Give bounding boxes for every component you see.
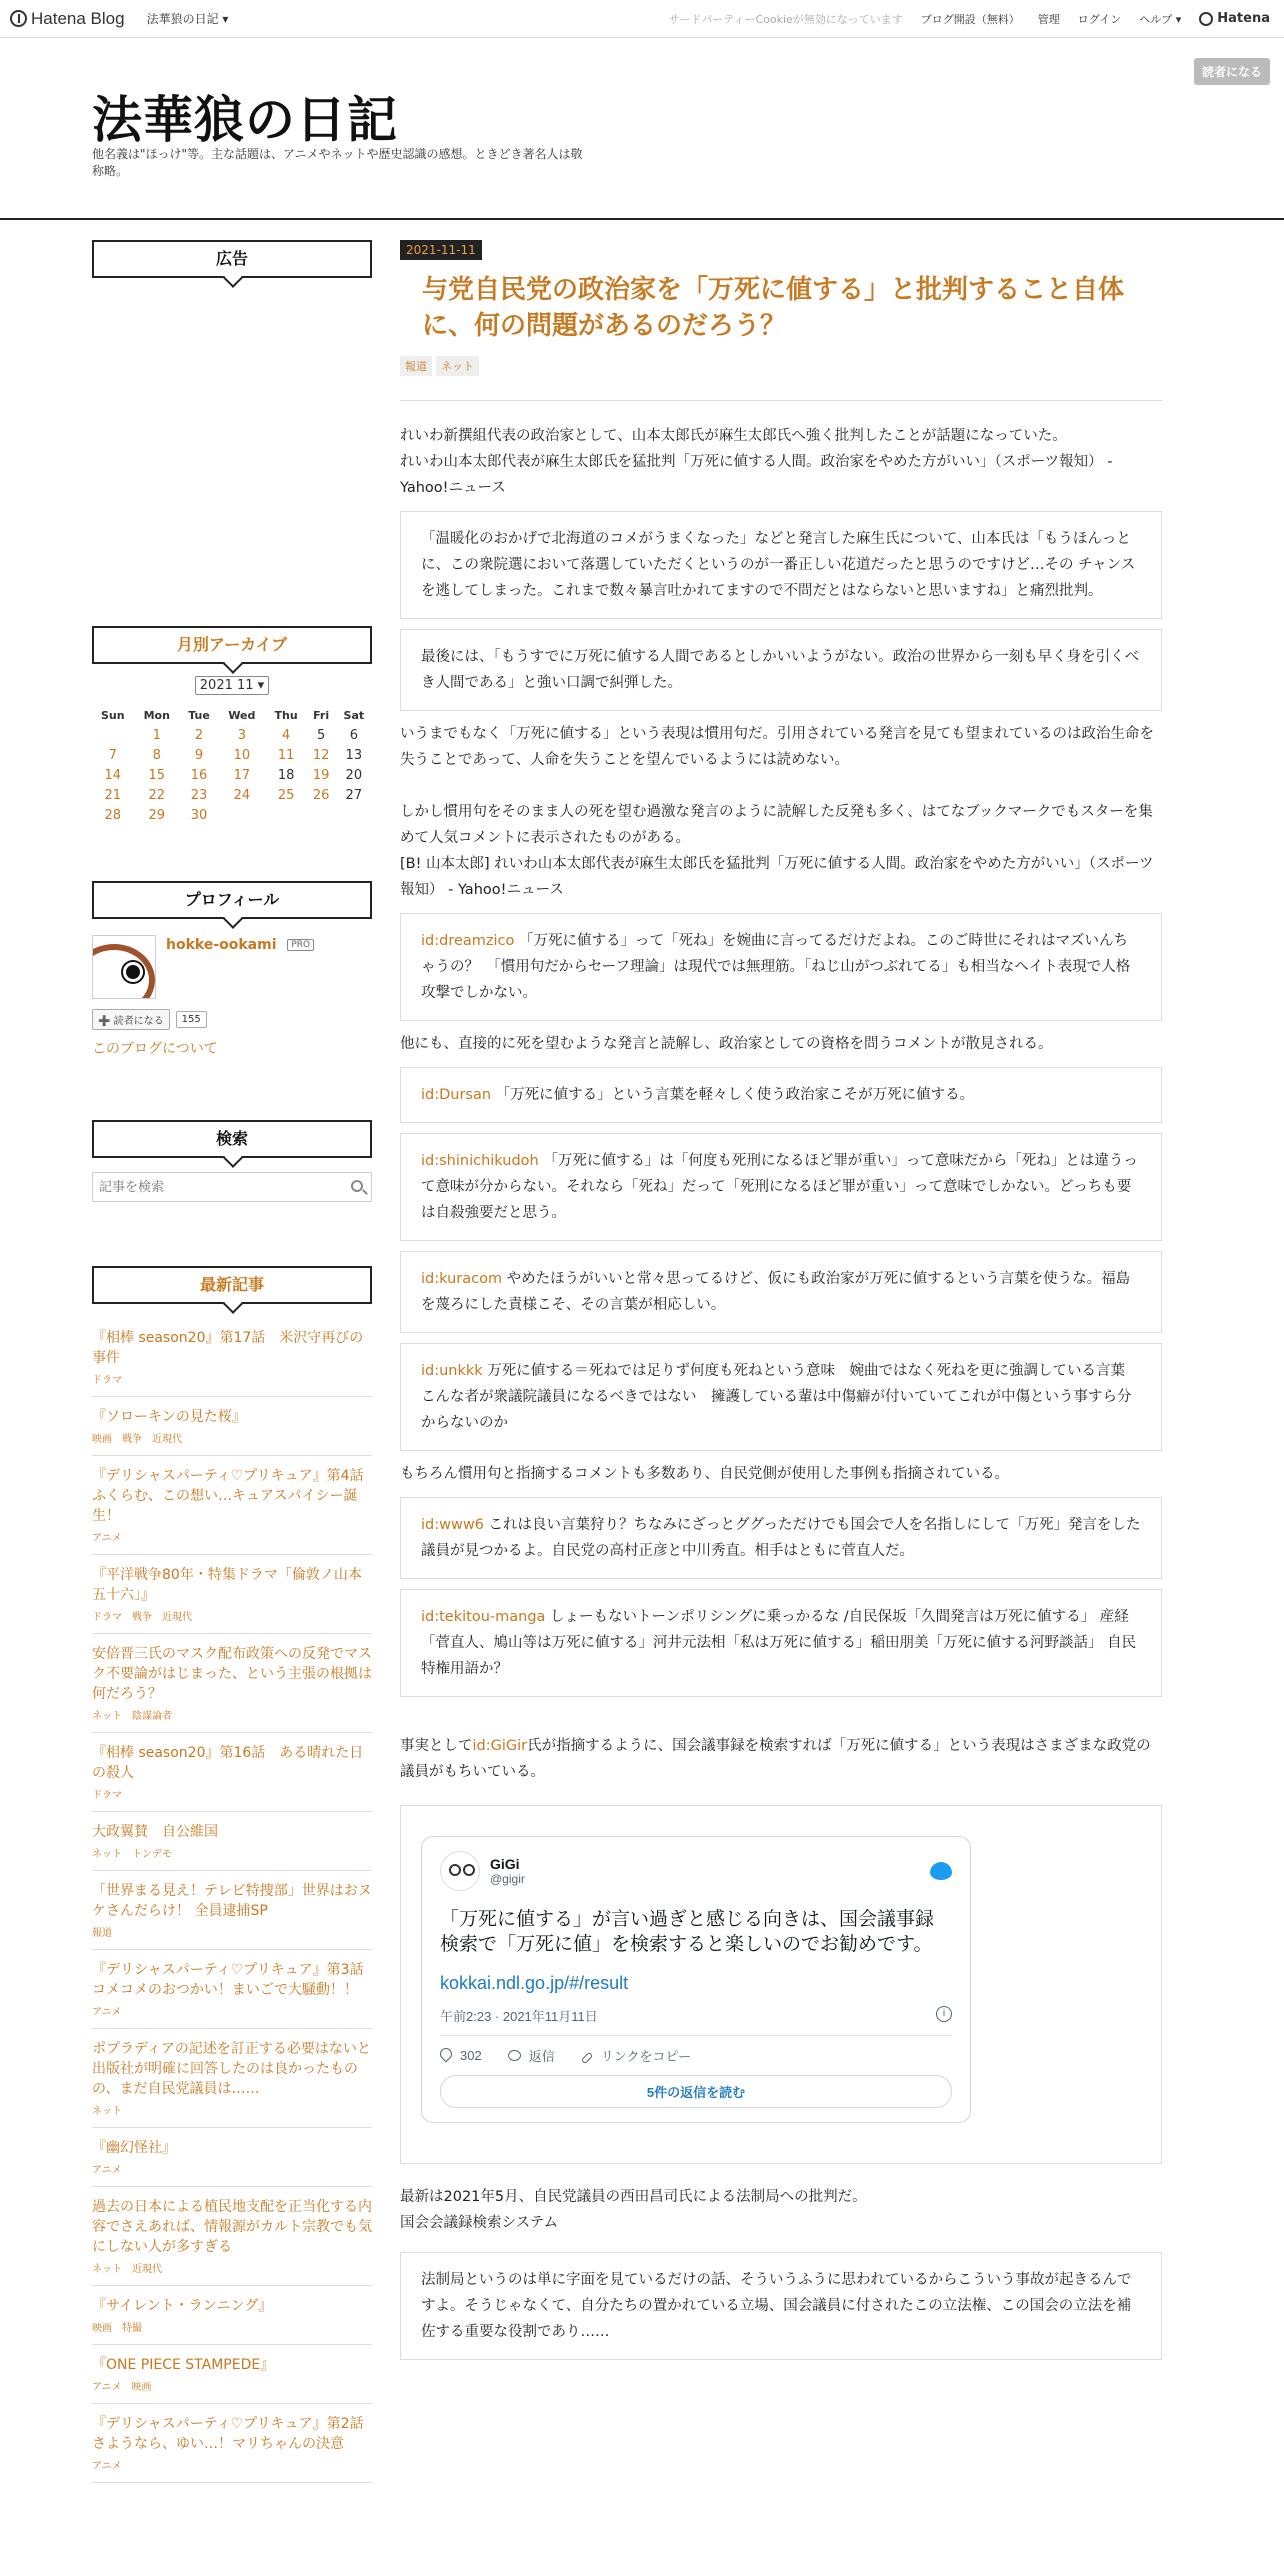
tweet-author-handle[interactable]: @gigir xyxy=(490,1872,525,1886)
recent-entry[interactable] xyxy=(92,2345,372,2404)
recent-entry-categories[interactable]: アニメ xyxy=(92,2165,122,2176)
subscribe-button[interactable]: 読者になる xyxy=(1194,58,1270,85)
recent-module-title[interactable]: 最新記事 xyxy=(92,1266,372,1304)
hatena-logo-icon xyxy=(1199,12,1213,26)
bookmark-comment: id:dreamzico 「万死に値する」って「死ね」を婉曲に言ってるだけだよね。このご時世にそれはマズいんちゃうの？ 「慣用句だからセーフ理論」は現代では無理筋。「ねじ山がつぶれてる」も相当なヘイト表現で人格攻撃でしかない。 xyxy=(400,913,1162,1021)
recent-entry-categories[interactable]: 報道 xyxy=(92,1928,112,1939)
profile-module-title: プロフィール xyxy=(92,881,372,919)
blog-menu-dropdown[interactable]: 法華狼の日記 ▾ xyxy=(146,12,229,26)
paragraph: 最新は2021年5月、自民党議員の西田昌司氏による法制局への批判だ。 xyxy=(400,2189,867,2205)
archive-select-value[interactable]: 2021 11 ▾ xyxy=(195,676,269,695)
recent-entry-categories[interactable]: 映画 戦争 近現代 xyxy=(92,1434,182,1445)
info-icon[interactable]: i xyxy=(936,2006,952,2022)
comment-user-link[interactable]: id:dreamzico xyxy=(421,933,515,949)
calendar-day[interactable]: 26 xyxy=(312,787,330,803)
paragraph: いうまでもなく「万死に値する」という表現は慣用句だ。引用されている発言を見ても望まれているのは政治生命を失うことであって、人命を失うことを望んでいるようには読めない。 xyxy=(400,726,1154,768)
comment-user-link[interactable]: id:tekitou-manga xyxy=(421,1609,546,1625)
bookmark-comment: id:kuracom やめたほうがいいと常々思ってるけど、仮にも政治家が万死に値するという言葉を使うな。福島を蔑ろにした責様こそ、その言葉が相応しい。 xyxy=(400,1251,1162,1333)
ad-module-title: 広告 xyxy=(92,240,372,278)
calendar-day[interactable]: 1 xyxy=(152,727,161,743)
recent-entry[interactable] xyxy=(92,2187,372,2286)
calendar-day[interactable]: 30 xyxy=(190,807,208,823)
calendar-day xyxy=(218,805,266,825)
blockquote: 最後には、「もうすでに万死に値する人間であるとしかいいようがない。政治の世界から一刻も早く身を引くべき人間である」と強い口調で糾弾した。 xyxy=(400,629,1162,711)
calendar-day: 5 xyxy=(316,727,326,743)
entry-date[interactable]: 2021-11-11 xyxy=(400,240,482,260)
recent-entry-title[interactable]: 『相棒 season20』第16話 ある晴れた日の殺人 xyxy=(92,1745,364,1781)
recent-entry-categories[interactable]: ドラマ xyxy=(92,1790,122,1801)
calendar-day[interactable]: 9 xyxy=(194,747,204,763)
recent-entry[interactable] xyxy=(92,2128,372,2187)
recent-entry-categories[interactable]: アニメ xyxy=(92,2007,122,2018)
calendar-day[interactable]: 4 xyxy=(281,727,291,743)
blog-description: 他名義は"ほっけ"等。主な話題は、アニメやネットや歴史認識の感想。ときどき著名人は敬称略。 xyxy=(92,147,583,178)
sidebar xyxy=(92,240,378,2483)
recent-entry-categories[interactable]: アニメ 映画 xyxy=(92,2382,152,2393)
recent-entry[interactable] xyxy=(92,2029,372,2128)
calendar-day[interactable]: 19 xyxy=(312,767,330,783)
calendar-day xyxy=(92,725,134,745)
recent-entry[interactable] xyxy=(92,2286,372,2345)
calendar-day: 18 xyxy=(277,767,295,783)
recent-entry[interactable] xyxy=(92,2404,378,2483)
calendar-day[interactable]: 29 xyxy=(148,807,166,823)
recent-entry-title[interactable]: 『ONE PIECE STAMPEDE』 xyxy=(92,2357,275,2373)
profile-name[interactable]: hokke-ookami xyxy=(166,937,277,953)
hatena-blog-logo-icon xyxy=(10,10,27,27)
calendar-day xyxy=(336,805,372,825)
like-button[interactable]: 302 xyxy=(440,2048,482,2063)
recent-entry-title[interactable]: 大政翼賛 自公維国 xyxy=(92,1824,218,1840)
calendar-day[interactable]: 2 xyxy=(194,727,204,743)
calendar-day[interactable]: 21 xyxy=(104,787,122,803)
reply-icon xyxy=(508,2050,521,2061)
calendar-day: 27 xyxy=(345,787,363,803)
bookmark-link[interactable]: [B! 山本太郎] れいわ山本太郎代表が麻生太郎氏を猛批判「万死に値する人間。政治家をやめた方がいい」（スポーツ報知） - Yahoo!ニュース xyxy=(400,856,1154,898)
recent-entry-title[interactable]: 『サイレント・ランニング』 xyxy=(92,2298,273,2314)
entry-category-tag[interactable]: ネット xyxy=(436,356,479,376)
search-input[interactable] xyxy=(93,1173,333,1201)
user-link[interactable]: id:GiGir xyxy=(472,1738,528,1754)
profile-subscribe-row xyxy=(92,1009,372,1030)
news-link[interactable]: れいわ山本太郎代表が麻生太郎氏を猛批判「万死に値する人間。政治家をやめた方がいい」（スポーツ報知） - Yahoo!ニュース xyxy=(400,454,1113,496)
help-menu[interactable]: ヘルプ ▾ xyxy=(1139,12,1182,26)
calendar-day xyxy=(266,805,307,825)
calendar-day[interactable]: 24 xyxy=(233,787,251,803)
tweet-timestamp[interactable]: 午前2:23 · 2021年11月11日 xyxy=(440,2009,598,2024)
search-module-title: 検索 xyxy=(92,1120,372,1158)
search-icon[interactable] xyxy=(351,1180,363,1192)
recent-entry-title[interactable]: ポプラディアの記述を訂正する必要はないと出版社が明確に回答したのは良かったものの、まだ自民党議員は…… xyxy=(92,2041,371,2097)
cookie-notice[interactable]: サードパーティーCookieが無効になっています xyxy=(668,12,903,26)
calendar-day[interactable]: 25 xyxy=(277,787,295,803)
calendar-day[interactable]: 15 xyxy=(148,767,166,783)
link-icon xyxy=(580,2052,593,2065)
calendar-day[interactable]: 7 xyxy=(108,747,117,763)
recent-entry[interactable] xyxy=(92,1733,372,1812)
recent-entry-title[interactable]: 『デリシャスパーティ♡プリキュア』第2話 さようなら、ゆい…！マリちゃんの決意 xyxy=(92,2416,378,2452)
calendar-weekday: Sat xyxy=(343,708,365,722)
recent-entry[interactable] xyxy=(92,1634,372,1733)
heart-icon xyxy=(438,2046,455,2063)
recent-entry-title[interactable]: 『幽幻怪社』 xyxy=(92,2140,176,2156)
recent-entry-categories[interactable]: アニメ xyxy=(92,2461,122,2472)
recent-entry-title[interactable]: 『ソローキンの見た桜』 xyxy=(92,1409,246,1425)
entry-title[interactable]: 与党自民党の政治家を「万死に値する」と批判すること自体に、何の問題があるのだろう？ xyxy=(422,275,1125,341)
embedded-tweet[interactable] xyxy=(421,1836,971,2123)
calendar-day: 20 xyxy=(345,767,363,783)
recent-entry[interactable] xyxy=(92,1397,372,1456)
recent-entry-title[interactable]: 『デリシャスパーティ♡プリキュア』第4話 ふくらむ、この想い…キュアスパイシー誕生！ xyxy=(92,1468,378,1524)
entry xyxy=(400,240,1162,2370)
blockquote: 「温暖化のおかげで北海道のコメがうまくなった」などと発言した麻生氏について、山本氏は「もうほんっとに、この衆院選において落選していただくというのが一番正しい花道だったと思うのですけど…その チャンスを逃してしまった。これまで数々暴言吐かれてますので不問だとはならないと思いますね」と痛烈批判。 xyxy=(400,511,1162,619)
login-link[interactable]: ログイン xyxy=(1077,12,1122,26)
blog-header xyxy=(0,38,1284,220)
tweet-avatar[interactable] xyxy=(440,1851,480,1891)
recent-entry-categories[interactable]: ネット xyxy=(92,2106,122,2117)
recent-entry-categories[interactable]: ドラマ 戦争 近現代 xyxy=(92,1612,192,1623)
calendar-weekday: Fri xyxy=(313,708,330,722)
calendar-day: 6 xyxy=(349,727,358,743)
topbar-right xyxy=(669,11,1270,27)
recent-entry-categories[interactable]: ネット トンデモ xyxy=(92,1849,172,1860)
calendar-day: 13 xyxy=(345,747,363,763)
tweet-text: 「万死に値する」が言い過ぎと感じる向きは、国会議事録検索で「万死に値」を検索すると楽しいのでお勧めです。 xyxy=(440,1909,935,1955)
hatena-logo[interactable]: Hatena xyxy=(1199,11,1270,26)
pro-badge: PRO xyxy=(287,939,314,951)
twitter-bird-icon[interactable] xyxy=(930,1862,952,1880)
open-blog-link[interactable]: ブログ開設（無料） xyxy=(920,12,1020,26)
comment-user-link[interactable]: id:www6 xyxy=(421,1517,484,1533)
read-replies-button[interactable]: 5件の返信を読む xyxy=(440,2075,952,2108)
calendar-day[interactable]: 17 xyxy=(233,767,251,783)
paragraph: れいわ新撰組代表の政治家として、山本太郎氏が麻生太郎氏へ強く批判したことが話題になっていた。 xyxy=(400,428,1067,444)
search-box xyxy=(92,1172,372,1202)
recent-entry-categories[interactable]: ネット 近現代 xyxy=(92,2264,162,2275)
calendar-weekday: Tue xyxy=(188,708,210,722)
bookmark-comment: id:Dursan 「万死に値する」という言葉を軽々しく使う政治家こそが万死に値する。 xyxy=(400,1067,1162,1123)
embedded-tweet-container xyxy=(400,1805,1162,2164)
recent-entry[interactable] xyxy=(92,1871,372,1950)
tweet-header xyxy=(440,1851,952,1891)
recent-entry-title[interactable]: 『平洋戦争80年・特集ドラマ「倫敦ノ山本五十六」』 xyxy=(92,1567,362,1603)
blockquote: 法制局というのは単に字面を見ているだけの話、そういうふうに思われているからこういう事故が起きるんですよ。そうじゃなくて、自分たちの置かれている立場、国会議員に付されたこの立法権、この国会の立法を補佐する重要な役割であり…… xyxy=(400,2252,1162,2360)
recent-entry[interactable] xyxy=(92,1555,372,1634)
recent-entry[interactable] xyxy=(92,1318,372,1397)
comment-user-link[interactable]: id:unkkk xyxy=(421,1363,483,1379)
calendar-day[interactable]: 22 xyxy=(148,787,166,803)
recent-entry-title[interactable]: 『デリシャスパーティ♡プリキュア』第3話 コメコメのおつかい！まいごで大騒動！！ xyxy=(92,1962,378,1998)
hatena-blog-logo[interactable]: Hatena Blog xyxy=(10,9,125,29)
calendar-day[interactable]: 23 xyxy=(190,787,208,803)
blog-title[interactable]: 法華狼の日記 xyxy=(92,90,398,149)
recent-entry-categories[interactable]: ネット 陰謀論者 xyxy=(92,1711,172,1722)
tweet-author-name[interactable]: GiGi xyxy=(490,1856,520,1872)
calendar-day[interactable]: 11 xyxy=(277,747,295,763)
paragraph: 他にも、直接的に死を望むような発言と読解し、政治家としての資格を問うコメントが散見される。 xyxy=(400,1036,1053,1052)
calendar-day[interactable]: 8 xyxy=(152,747,161,763)
tweet-timestamp-row xyxy=(440,2006,952,2036)
calendar-day[interactable]: 10 xyxy=(233,747,251,763)
archive-calendar xyxy=(92,705,372,825)
ad-space xyxy=(92,278,372,626)
calendar-day xyxy=(307,805,336,825)
hatena-topbar xyxy=(0,0,1284,38)
calendar-day[interactable]: 28 xyxy=(104,807,122,823)
calendar-weekday: Sun xyxy=(100,708,125,722)
paragraph: 事実としてid:GiGir氏が指摘するように、国会議事録を検索すれば「万死に値する」という表現はさまざまな政党の議員がもちいている。 xyxy=(400,1738,1151,1780)
bookmark-comment: id:unkkk 万死に値する＝死ねでは足りず何度も死ねという意味 婉曲ではなく死ねを更に強調している言葉 こんな者が衆議院議員になるべきではない 擁護している輩は中傷癖が付いていてこれが中傷という事すら分からないのか xyxy=(400,1343,1162,1451)
tweet-actions xyxy=(440,2046,952,2065)
recent-entry-title[interactable]: 「世界まる見え！テレビ特捜部」世界はおヌケさんだらけ！ 全員逮捕SP xyxy=(92,1883,372,1919)
recent-entry-categories[interactable]: 映画 特撮 xyxy=(92,2323,142,2334)
kokkai-search-link[interactable]: 国会会議録検索システム xyxy=(400,2215,559,2231)
recent-entry[interactable] xyxy=(92,1812,372,1871)
subscriber-count[interactable]: 155 xyxy=(176,1011,207,1028)
profile xyxy=(92,935,372,999)
archive-module-title[interactable]: 月別アーカイブ xyxy=(92,626,372,664)
reply-button[interactable]: 返信 xyxy=(508,2046,555,2065)
recent-entry[interactable] xyxy=(92,1456,378,1555)
recent-entry-categories[interactable]: ドラマ xyxy=(92,1375,122,1386)
recent-entry-title[interactable]: 過去の日本による植民地支配を正当化する内容でさえあれば、情報源がカルト宗教でも気にしない人が多すぎる xyxy=(92,2199,372,2255)
comment-user-link[interactable]: id:kuracom xyxy=(421,1271,503,1287)
paragraph: しかし慣用句をそのまま人の死を望む過激な発言のように読解した反発も多く、はてなブックマークでもスターを集めて人気コメントに表示されたものがある。 xyxy=(400,804,1153,846)
recent-entry-title[interactable]: 『相棒 season20』第17話 米沢守再びの事件 xyxy=(92,1330,364,1366)
admin-link[interactable]: 管理 xyxy=(1037,12,1060,26)
profile-avatar[interactable] xyxy=(92,935,156,999)
archive-select[interactable] xyxy=(92,678,372,693)
entry-category-tag[interactable]: 報道 xyxy=(400,356,432,376)
recent-entry-categories[interactable]: アニメ xyxy=(92,1533,122,1544)
copy-link-button[interactable]: リンクをコピー xyxy=(581,2046,691,2065)
calendar-weekday: Wed xyxy=(228,708,256,722)
bookmark-comment: id:shinichikudoh 「万死に値する」は「何度も死刑になるほど罪が重い」って意味だから「死ね」とは違うって意味が分からない。それなら「死ね」だって「死刑になるほど罪が重い」って意味でしかない。どっちも要は自殺強要だと思う。 xyxy=(400,1133,1162,1241)
bookmark-comment: id:www6 これは良い言葉狩り？ちなみにざっとググっただけでも国会で人を名指しにして「万死」発言をした議員が見つかるよ。自民党の高村正彦と中川秀直。相手はともに菅直人だ。 xyxy=(400,1497,1162,1579)
recent-entry-title[interactable]: 安倍晋三氏のマスク配布政策への反発でマスク不要論がはじまった、という主張の根拠は何だろう？ xyxy=(92,1646,372,1702)
tweet-link[interactable]: kokkai.ndl.go.jp/#/result xyxy=(440,1973,629,1993)
entry-categories xyxy=(400,356,1162,376)
recent-entry[interactable] xyxy=(92,1950,378,2029)
comment-user-link[interactable]: id:shinichikudoh xyxy=(421,1153,539,1169)
about-blog-link[interactable]: このブログについて xyxy=(92,1041,218,1057)
comment-user-link[interactable]: id:Dursan xyxy=(421,1087,492,1103)
bookmark-comment: id:tekitou-manga しょーもないトーンポリシングに乗っかるな /自民保坂「久間発言は万死に値する」 産経「菅直人、鳩山等は万死に値する」河井元法相「私は万死に値する」稲田朋美「万死に値する河野談話」 自民特権用語か？ xyxy=(400,1589,1162,1697)
recent-entries-list xyxy=(92,1318,378,2483)
profile-subscribe-button[interactable]: ➕ 読者になる xyxy=(92,1009,170,1030)
calendar-day[interactable]: 14 xyxy=(104,767,122,783)
calendar-weekday: Thu xyxy=(274,708,298,722)
paragraph: もちろん慣用句と指摘するコメントも多数あり、自民党側が使用した事例も指摘されている。 xyxy=(400,1466,1009,1482)
calendar-day[interactable]: 12 xyxy=(312,747,330,763)
calendar-weekday: Mon xyxy=(143,708,170,722)
calendar-day[interactable]: 3 xyxy=(237,727,246,743)
calendar-day[interactable]: 16 xyxy=(190,767,208,783)
